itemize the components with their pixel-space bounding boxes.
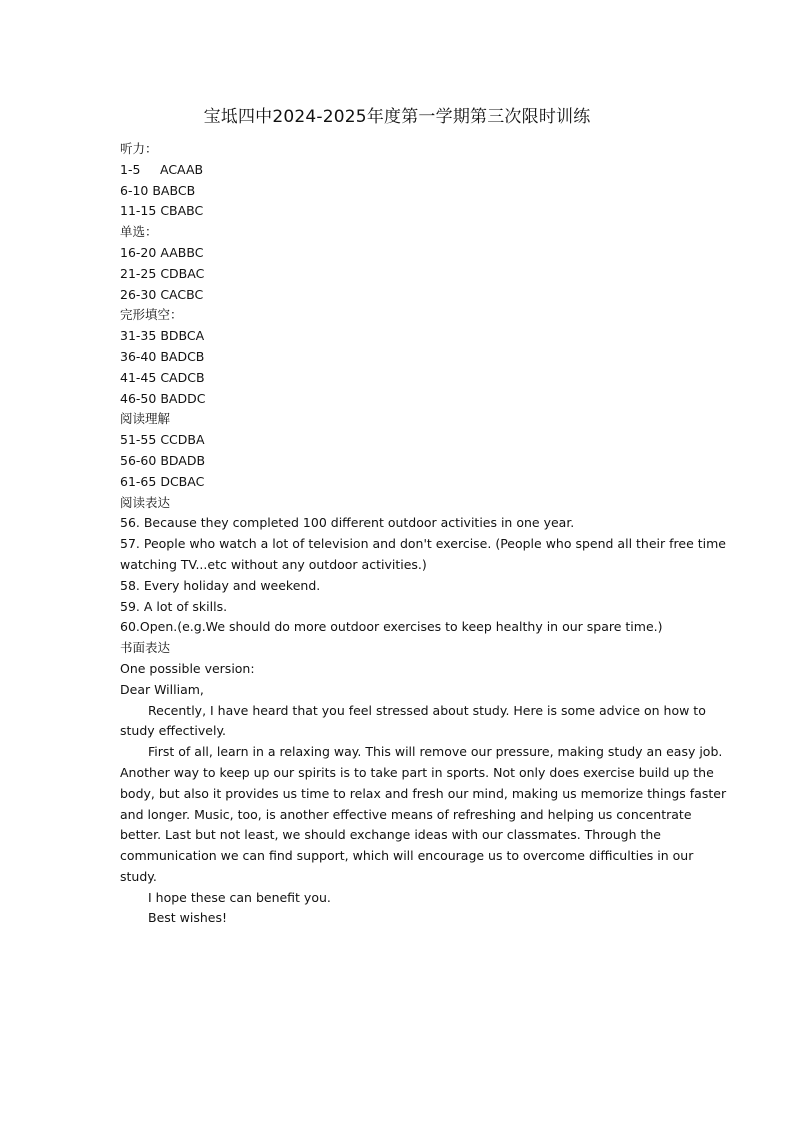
- letter-line: body, but also it provides us time to relax and fresh our mind, making us memorize things faster: [120, 785, 727, 801]
- answer-row: [120, 430, 680, 451]
- answer-range: 36-40: [120, 348, 157, 364]
- answer-letters: CDBAC: [160, 265, 205, 281]
- answer-letters: ACAAB: [160, 161, 204, 177]
- single-choice-heading: 单选：: [120, 224, 158, 240]
- expression-answer: watching TV...etc without any outdoor activities.): [120, 556, 427, 572]
- letter-line: better. Last but not least, we should exchange ideas with our classmates. Through the: [120, 827, 661, 843]
- answer-range: 26-30: [120, 286, 157, 302]
- answer-row: [120, 181, 680, 202]
- letter-line: Recently, I have heard that you feel stressed about study. Here is some advice on how to: [148, 702, 706, 718]
- page-title: 宝坻四中2024-2025年度第一学期第三次限时训练: [203, 107, 591, 127]
- writing-heading: 书面表达: [120, 640, 171, 656]
- answer-row: [120, 347, 680, 368]
- answer-letters: AABBC: [160, 244, 204, 260]
- answer-range: 21-25: [120, 265, 157, 281]
- answer-row: [120, 160, 680, 181]
- answer-range: 11-15: [120, 203, 157, 219]
- reading-expression-heading: 阅读表达: [120, 494, 171, 510]
- expression-answer: 60.Open.(e.g.We should do more outdoor exercises to keep healthy in our spare time.): [120, 619, 663, 635]
- letter-line: study effectively.: [120, 723, 227, 739]
- letter-salutation: Dear William,: [120, 681, 204, 697]
- answer-range: 61-65: [120, 473, 157, 489]
- answer-letters: BADCB: [160, 348, 205, 364]
- letter-line: First of all, learn in a relaxing way. This will remove our pressure, making study an easy job.: [148, 744, 723, 760]
- answer-letters: BADDC: [160, 390, 206, 406]
- letter-line: and longer. Music, too, is another effective means of refreshing and helping us concentrate: [120, 806, 692, 822]
- answer-row: [120, 389, 680, 410]
- reading-heading: 阅读理解: [120, 411, 171, 427]
- expression-answer: 59. A lot of skills.: [120, 598, 228, 614]
- expression-answer: 57. People who watch a lot of television and don't exercise. (People who spend all their free time: [120, 536, 726, 552]
- expression-answer: 58. Every holiday and weekend.: [120, 577, 321, 593]
- answer-letters: BABCB: [152, 182, 196, 198]
- answer-row: [120, 264, 680, 285]
- answer-letters: CACBC: [160, 286, 204, 302]
- answer-range: 56-60: [120, 452, 157, 468]
- answer-range: 51-55: [120, 432, 157, 448]
- answer-range: 41-45: [120, 369, 157, 385]
- answer-row: [120, 201, 680, 222]
- answer-range: 6-10: [120, 182, 149, 198]
- answer-range: 46-50: [120, 390, 157, 406]
- answer-letters: CCDBA: [160, 432, 205, 448]
- letter-line: communication we can find support, which will encourage us to overcome difficulties in our: [120, 848, 694, 864]
- answer-letters: DCBAC: [160, 473, 205, 489]
- listening-heading: 听力：: [120, 141, 158, 156]
- letter-closing: I hope these can benefit you.: [148, 889, 331, 905]
- writing-intro: One possible version:: [120, 660, 255, 676]
- answer-range: 16-20: [120, 244, 157, 260]
- answer-range: 31-35: [120, 328, 157, 344]
- answer-row: [120, 285, 680, 306]
- letter-line: study.: [120, 868, 157, 884]
- answer-row: [120, 451, 680, 472]
- cloze-heading: 完形填空：: [120, 307, 183, 323]
- answer-row: [120, 326, 680, 347]
- expression-answer: 56. Because they completed 100 different outdoor activities in one year.: [120, 515, 575, 531]
- answer-row: [120, 243, 680, 264]
- answer-letters: CADCB: [160, 369, 205, 385]
- answer-range: 1-5: [120, 161, 141, 177]
- letter-sign-off: Best wishes!: [148, 910, 227, 926]
- letter-line: Another way to keep up our spirits is to take part in sports. Not only does exercise build up the: [120, 764, 714, 780]
- answer-letters: BDADB: [160, 452, 206, 468]
- answer-row: [120, 472, 680, 493]
- answer-key-body: [120, 139, 727, 929]
- answer-letters: BDBCA: [160, 328, 205, 344]
- answer-letters: CBABC: [160, 203, 204, 219]
- answer-row: [120, 368, 680, 389]
